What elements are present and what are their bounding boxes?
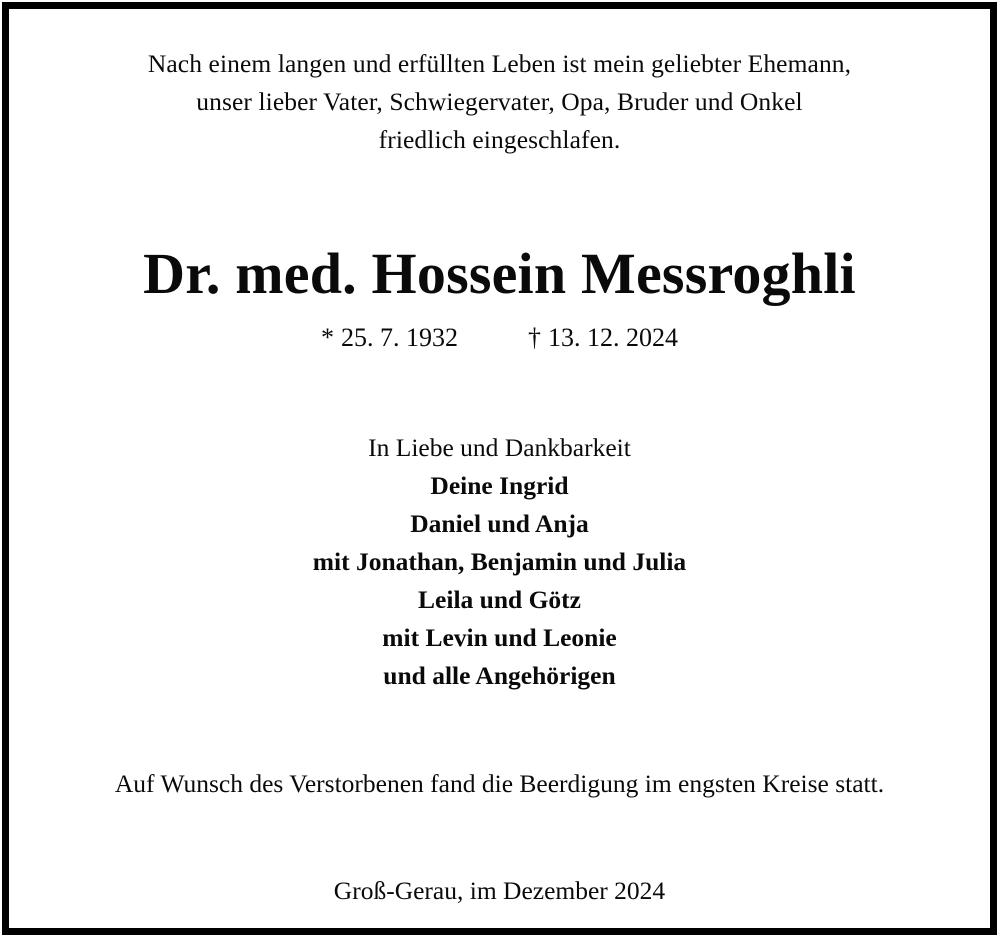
list-item: Leila und Götz: [418, 584, 581, 614]
deceased-name-block: [9, 243, 990, 306]
death-cross-icon: †: [528, 322, 541, 352]
list-item: mit Jonathan, Benjamin und Julia: [312, 546, 687, 576]
place-and-date: Groß-Gerau, im Dezember 2024: [333, 875, 666, 905]
list-item: Deine Ingrid: [430, 470, 569, 500]
list-item: Daniel und Anja: [410, 508, 589, 538]
birth-star-icon: *: [321, 322, 334, 352]
death-date-group: [528, 322, 678, 353]
death-date: 13. 12. 2024: [548, 322, 678, 352]
birth-date: 25. 7. 1932: [341, 322, 458, 352]
life-dates: [9, 322, 990, 353]
list-item: und alle Angehörigen: [383, 660, 616, 690]
family-list: [9, 467, 990, 695]
dedication-block: [9, 429, 990, 695]
intro-paragraph: [78, 45, 922, 159]
obituary-content: [9, 9, 990, 928]
birth-date-group: [321, 322, 458, 353]
intro-line-2: unser lieber Vater, Schwiegervater, Opa, Bruder und Onkel: [196, 87, 803, 116]
obituary-border-frame: [2, 2, 997, 935]
intro-line-1: Nach einem langen und erfüllten Leben ist mein geliebter Ehemann,: [147, 49, 852, 78]
intro-line-3: friedlich eingeschlafen.: [378, 125, 621, 154]
burial-note: Auf Wunsch des Verstorbenen fand die Beerdigung im engsten Kreise statt.: [114, 768, 885, 798]
dedication-intro: In Liebe und Dankbarkeit: [368, 432, 631, 462]
deceased-name: Dr. med. Hossein Messroghli: [143, 241, 856, 306]
list-item: mit Levin und Leonie: [382, 622, 617, 652]
